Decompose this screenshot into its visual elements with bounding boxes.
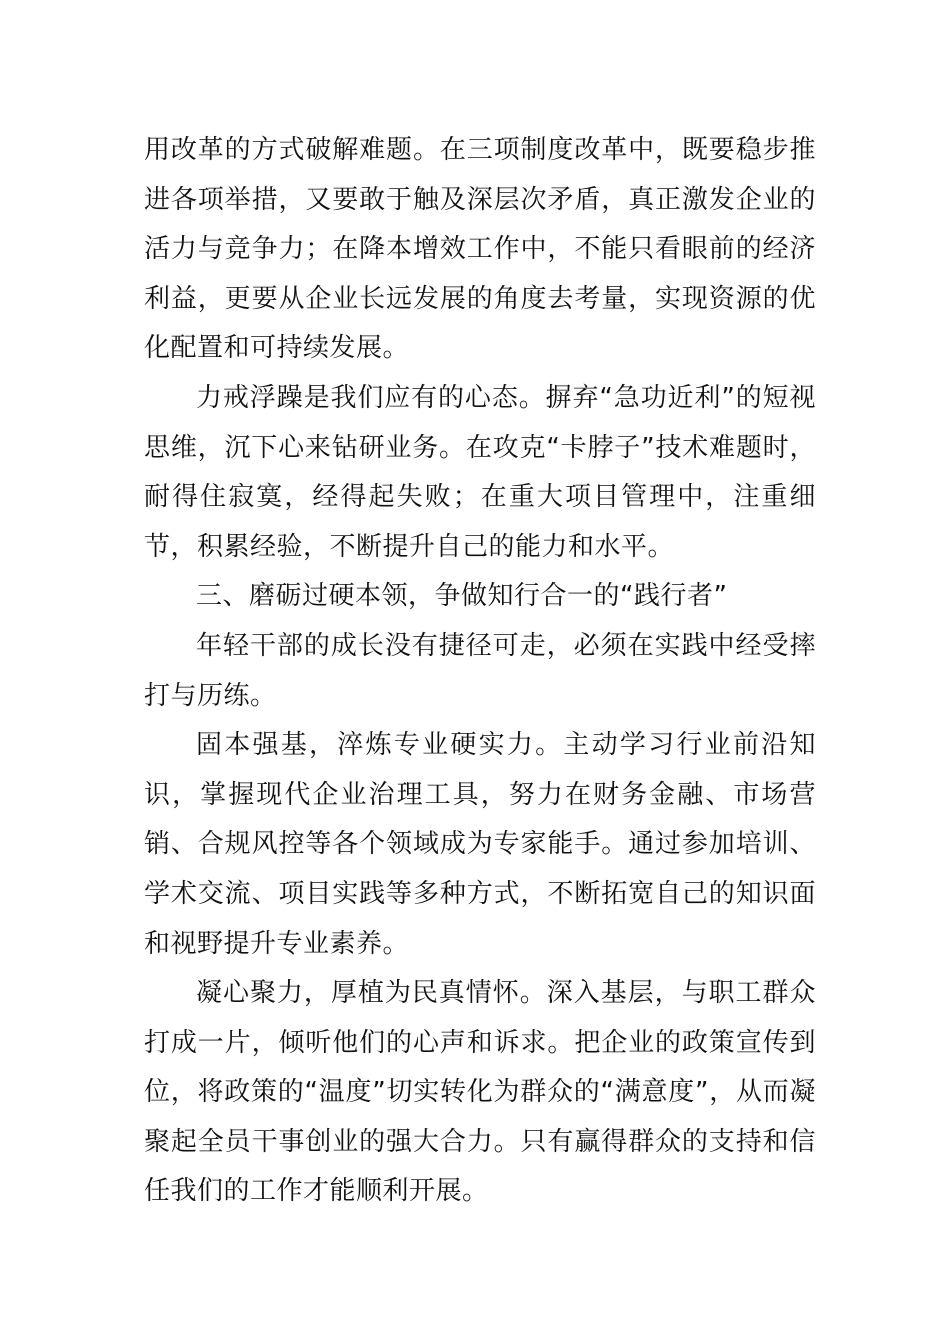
document-body	[144, 126, 816, 1217]
section-heading: 三、磨砺过硬本领，争做知行合一的“践行者”	[196, 581, 728, 612]
paragraph-3: 年轻干部的成长没有捷径可走，必须在实践中经受摔打与历练。	[144, 630, 816, 711]
paragraph-4: 固本强基，淬炼专业硬实力。主动学习行业前沿知识，掌握现代企业治理工具，努力在财务金融、市场营销、合规风控等各个领域成为专家能手。通过参加培训、学术交流、项目实践等多种方式，不断拓宽自己的知识面和视野提升专业素养。	[144, 730, 816, 959]
paragraph-1: 用改革的方式破解难题。在三项制度改革中，既要稳步推进各项举措，又要敢于触及深层次矛盾，真正激发企业的活力与竞争力；在降本增效工作中，不能只看眼前的经济利益，更要从企业长远发展的角度去考量，实现资源的优化配置和可持续发展。	[144, 135, 816, 364]
paragraph-2: 力戒浮躁是我们应有的心态。摒弃“急功近利”的短视思维，沉下心来钻研业务。在攻克“卡脖子”技术难题时，耐得住寂寞，经得起失败；在重大项目管理中，注重细节，积累经验，不断提升自己的能力和水平。	[144, 382, 816, 562]
paragraph-5: 凝心聚力，厚植为民真情怀。深入基层，与职工群众打成一片，倾听他们的心声和诉求。把企业的政策宣传到位，将政策的“温度”切实转化为群众的“满意度”，从而凝聚起全员干事创业的强大合力。只有赢得群众的支持和信任我们的工作才能顺利开展。	[144, 978, 816, 1207]
